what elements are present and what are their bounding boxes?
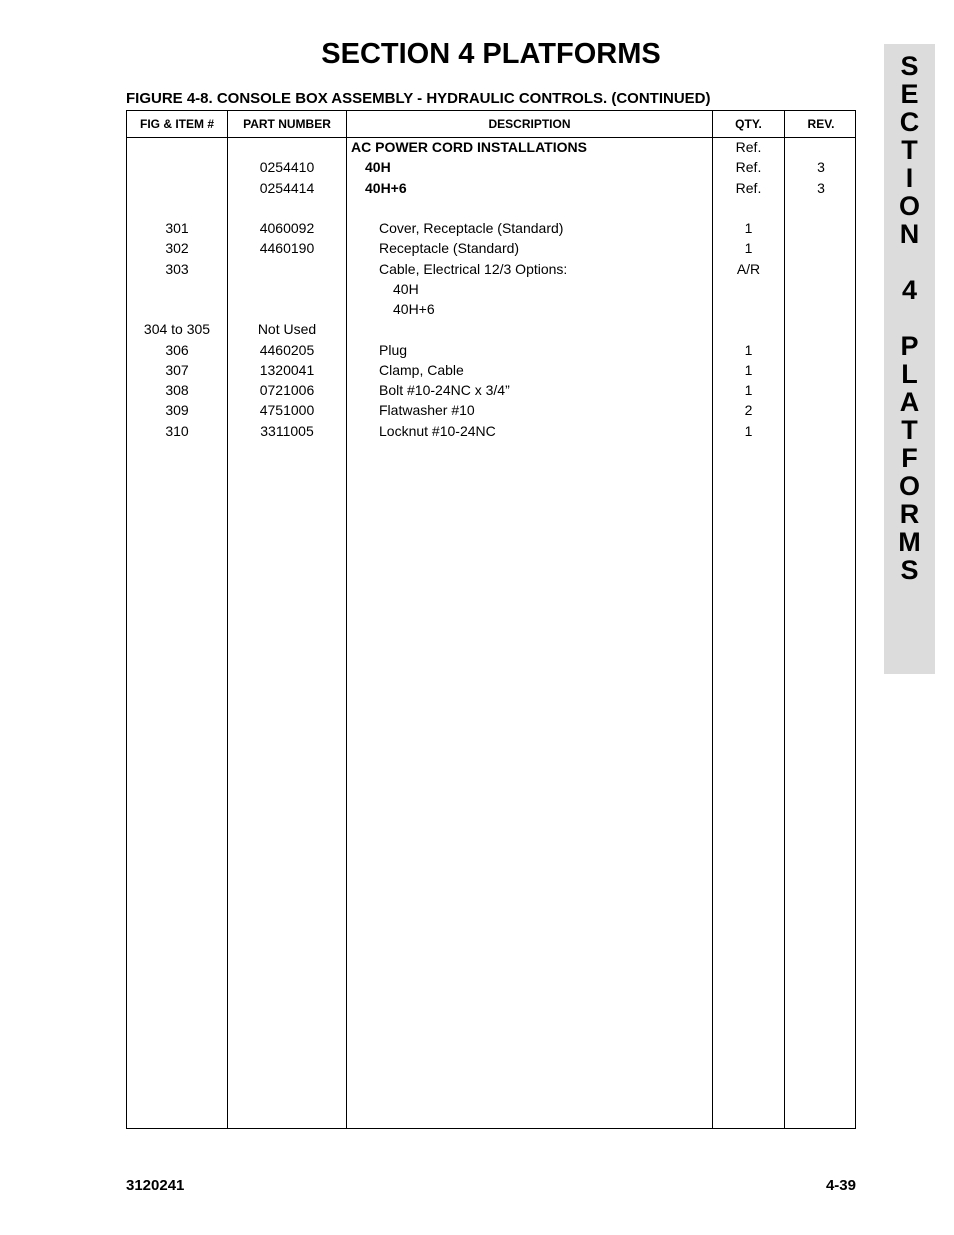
cell-description: 40H+6 — [393, 301, 435, 317]
side-tab-letter: F — [901, 443, 918, 473]
page-number: 4-39 — [825, 1177, 856, 1194]
cell-qty: Ref. — [735, 139, 762, 155]
cell-fig-item: 304 to 305 — [143, 321, 211, 338]
section-side-tab — [884, 44, 935, 674]
header-description: DESCRIPTION — [488, 117, 571, 131]
cell-fig-item: 309 — [165, 402, 189, 419]
cell-rev: 3 — [817, 179, 825, 196]
cell-fig-item: 303 — [165, 260, 189, 277]
side-tab-letter: O — [898, 471, 920, 501]
cell-part-number: 0254410 — [259, 159, 315, 176]
cell-description: Cover, Receptacle (Standard) — [379, 220, 564, 236]
table-row — [127, 218, 855, 238]
side-tab-letter: N — [899, 219, 920, 249]
header-fig-item: FIG & ITEM # — [139, 117, 214, 131]
side-tab-letter: P — [900, 331, 919, 361]
cell-qty: Ref. — [735, 159, 762, 176]
side-tab-letter: 4 — [901, 275, 918, 305]
cell-description: Receptacle (Standard) — [379, 240, 520, 257]
cell-part-number: 4460190 — [259, 240, 315, 257]
header-qty: QTY. — [735, 117, 762, 131]
cell-qty: Ref. — [735, 179, 762, 196]
side-tab-letter: S — [900, 555, 919, 585]
table-row — [127, 238, 855, 258]
cell-fig-item: 308 — [165, 382, 189, 398]
cell-fig-item: 302 — [165, 240, 189, 257]
cell-description: Bolt #10-24NC x 3/4” — [379, 382, 510, 398]
side-tab-letter: A — [899, 387, 920, 417]
cell-description: Clamp, Cable — [379, 361, 464, 378]
side-tab-letter: T — [901, 135, 918, 165]
cell-description: 40H — [393, 280, 419, 297]
cell-qty: 1 — [744, 361, 753, 378]
section-title: SECTION 4 PLATFORMS — [321, 38, 661, 70]
side-tab-letter: O — [898, 191, 920, 221]
table-row — [127, 279, 855, 299]
side-tab-letter: L — [901, 359, 918, 389]
cell-qty: 1 — [744, 382, 753, 398]
cell-part-number: 4460205 — [259, 341, 315, 358]
cell-rev: 3 — [817, 159, 825, 176]
cell-description: Plug — [379, 341, 408, 358]
side-tab-letter: E — [900, 79, 919, 109]
cell-qty: A/R — [736, 260, 761, 277]
cell-qty: 1 — [744, 422, 753, 439]
table-row — [127, 299, 855, 319]
table-row — [127, 360, 855, 380]
cell-description: Locknut #10-24NC — [379, 422, 496, 439]
table-row — [127, 178, 855, 198]
table-row — [127, 340, 855, 360]
table-row — [127, 198, 855, 218]
cell-part-number: 1320041 — [259, 361, 315, 378]
table-row — [127, 319, 855, 339]
cell-fig-item: 306 — [165, 341, 189, 358]
cell-description: 40H — [365, 159, 391, 176]
figure-title: FIGURE 4-8. CONSOLE BOX ASSEMBLY - HYDRAULIC CONTROLS. (CONTINUED) — [126, 90, 711, 107]
cell-qty: 1 — [744, 341, 753, 358]
cell-part-number: 0254414 — [259, 179, 315, 196]
cell-qty: 1 — [744, 240, 753, 257]
cell-fig-item: 307 — [165, 361, 189, 378]
side-tab-letter: C — [899, 107, 920, 137]
document-number: 3120241 — [126, 1177, 185, 1194]
cell-description: Cable, Electrical 12/3 Options: — [379, 260, 568, 277]
cell-fig-item: 301 — [165, 220, 189, 236]
cell-description: AC POWER CORD INSTALLATIONS — [351, 139, 587, 155]
cell-qty: 1 — [744, 220, 753, 236]
cell-qty: 2 — [744, 402, 753, 419]
table-row — [127, 259, 855, 279]
cell-part-number: 4060092 — [259, 220, 315, 236]
header-part-number: PART NUMBER — [243, 117, 331, 131]
table-row — [127, 421, 855, 441]
side-tab-letter: T — [901, 415, 918, 445]
cell-description: 40H+6 — [365, 179, 407, 196]
table-row — [127, 380, 855, 400]
table-row — [127, 137, 855, 157]
side-tab-letter: I — [905, 163, 914, 193]
side-tab-letter: M — [898, 527, 921, 557]
side-tab-letter: R — [899, 499, 920, 529]
table-row — [127, 157, 855, 177]
header-rev: REV. — [807, 117, 835, 131]
cell-part-number: 4751000 — [259, 402, 315, 419]
parts-table — [126, 110, 856, 1129]
cell-fig-item: 310 — [165, 422, 189, 439]
cell-part-number: Not Used — [257, 321, 317, 338]
side-tab-letter: S — [900, 51, 919, 81]
table-row — [127, 400, 855, 420]
cell-part-number: 3311005 — [260, 422, 314, 439]
cell-part-number: 0721006 — [259, 382, 315, 398]
cell-description: Flatwasher #10 — [379, 402, 475, 419]
